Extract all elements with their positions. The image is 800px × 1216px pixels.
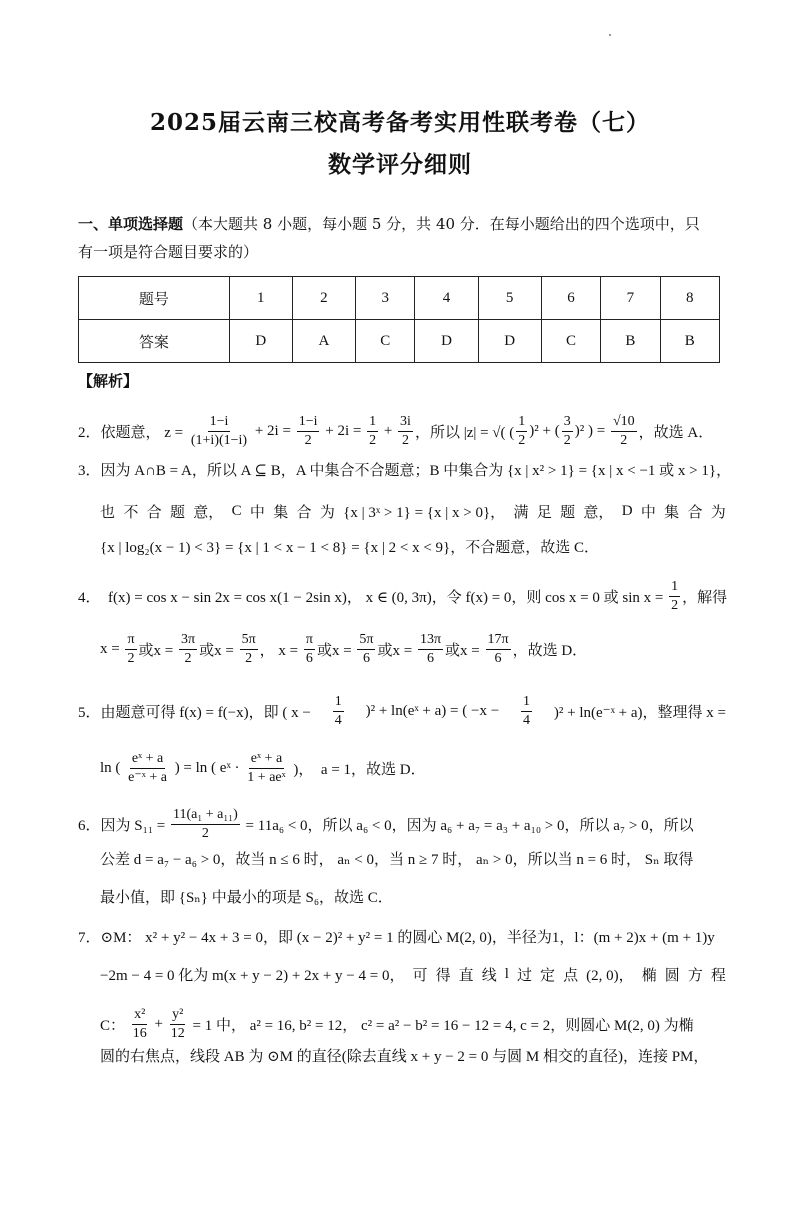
fraction	[398, 413, 413, 450]
text-run: 公差 d = a₇ − a₆ > 0，故当 n ≤ 6 时， aₙ < 0，当 n ≥ 7 时， aₙ > 0，所以当 n = 6 时， Sₙ 取得	[100, 852, 694, 868]
question-number-cell: 3	[356, 277, 415, 320]
question-number-cell: 6	[541, 277, 600, 320]
text-run: 题	[560, 505, 576, 521]
answer-cell: C	[541, 320, 600, 363]
text-run: + 2i =	[321, 423, 366, 439]
question-number-cell: 4	[415, 277, 478, 320]
numerator: 11(a₁ + a₁₁)	[171, 806, 240, 825]
denominator: 6	[426, 651, 434, 666]
text-run: l	[504, 966, 509, 982]
analysis-label: 【解析】	[78, 372, 139, 390]
text-run: 题	[169, 505, 185, 521]
question-number-cell: 2	[292, 277, 355, 320]
answer-cell: D	[478, 320, 541, 363]
text-run: 意，	[583, 505, 614, 521]
numerator: y²	[170, 1006, 185, 1025]
numerator: 1	[516, 413, 527, 432]
text-run: 圆	[664, 968, 680, 984]
section-heading	[78, 210, 728, 266]
text-run: 为	[710, 505, 726, 521]
numerator: 1	[521, 693, 532, 712]
text-run: {x | 3ˣ > 1} = {x | x > 0}，	[343, 505, 506, 521]
denominator: 6	[305, 651, 313, 666]
numerator: 1−i	[297, 413, 320, 432]
fraction	[418, 631, 443, 668]
text-run: 或x =	[316, 643, 356, 659]
solution-line	[100, 1045, 726, 1066]
text-run: x =	[100, 641, 124, 657]
solution-line	[100, 536, 726, 557]
text-run: 集	[664, 505, 680, 521]
text-run: 最小值，即 {Sₙ} 中最小的项是 S₆，故选 C．	[100, 890, 393, 906]
text-run: −2m − 4 = 0 化为 m(x + y − 2) + 2x + y − 4 = 0，	[100, 968, 405, 984]
text-run: 意，	[193, 505, 224, 521]
numerator: x²	[132, 1006, 147, 1025]
denominator: 2	[245, 651, 253, 666]
text-run: 得	[435, 968, 451, 984]
text-run: 3．因为 A∩B = A，所以 A ⊆ B，A 中集合不合题意；B 中集合为 {x | x² > 1} = {x | x < −1 或 x > 1}，	[78, 463, 732, 479]
text-run: 可	[412, 968, 428, 984]
answer-table	[78, 276, 720, 363]
fraction	[240, 631, 258, 668]
text-run: 为	[319, 505, 335, 521]
table-row-numbers	[79, 277, 720, 320]
numerator: 1	[367, 413, 378, 432]
fraction	[297, 413, 320, 450]
solution-line	[78, 413, 726, 450]
denominator: 12	[170, 1026, 185, 1041]
text-run: 合	[296, 505, 312, 521]
text-run: 4． f(x) = cos x − sin 2x = cos x(1 − 2sin x)， x ∈ (0, 3π)，令 f(x) = 0，则 cos x = 0 或 sin x =	[78, 590, 668, 606]
text-run: 合	[146, 505, 162, 521]
answer-cell: C	[356, 320, 415, 363]
text-run: )² ) =	[574, 423, 609, 439]
fraction	[357, 631, 375, 668]
text-run: ，故选 D．	[512, 643, 588, 659]
text-run: 中	[249, 505, 265, 521]
solution-line	[78, 806, 726, 843]
text-run: 方	[687, 968, 703, 984]
fraction	[669, 578, 680, 615]
fraction	[171, 806, 240, 843]
solution-line	[78, 693, 726, 730]
numerator: 3i	[398, 413, 413, 432]
text-run: 不	[123, 505, 139, 521]
fraction	[179, 631, 197, 668]
text-run: 过	[516, 968, 532, 984]
denominator: 2	[201, 826, 209, 841]
text-run: 或x =	[138, 643, 178, 659]
text-run: 5．由题意可得 f(x) = f(−x)，即 ( x −	[78, 705, 315, 721]
row-header: 答案	[79, 320, 230, 363]
numerator: 3	[562, 413, 573, 432]
numerator: eˣ + a	[249, 750, 284, 769]
text-run: 2．依题意， z =	[78, 425, 187, 441]
fraction	[562, 413, 573, 450]
numerator: 17π	[486, 631, 511, 650]
denominator: 6	[362, 651, 370, 666]
fraction	[126, 750, 169, 787]
numerator: 5π	[357, 631, 375, 650]
text-run: ，解得	[682, 590, 728, 606]
solution-line	[100, 886, 726, 907]
question-number-cell: 5	[478, 277, 541, 320]
denominator: 4	[334, 713, 342, 728]
row-header: 题号	[79, 277, 230, 320]
solution-line	[100, 848, 726, 869]
denominator: 1 + aeˣ	[247, 770, 286, 785]
denominator: 2	[671, 598, 679, 613]
text-run: ，所以 |z| = √( (	[414, 425, 515, 441]
text-run: )² + (	[529, 423, 560, 439]
text-run: 7．⊙M： x² + y² − 4x + 3 = 0，即 (x − 2)² + y² = 1 的圆心 M(2, 0)，半径为1，l：(m + 2)x + (m + 1)y	[78, 930, 715, 946]
denominator: 2	[620, 433, 628, 448]
fraction	[125, 631, 136, 668]
solution-line	[78, 578, 726, 615]
text-run: 线	[481, 968, 497, 984]
numerator: 1	[669, 578, 680, 597]
text-run: )² + ln(eˣ + a) = ( −x −	[361, 703, 503, 719]
text-run: 圆的右焦点，线段 AB 为 ⊙M 的直径(除去直线 x + y − 2 = 0 与圆 M 相交的直径)，连接 PM，	[100, 1049, 709, 1065]
denominator: 2	[563, 433, 571, 448]
text-run: 或x =	[199, 643, 238, 659]
text-run: 直	[458, 968, 474, 984]
fraction	[611, 413, 637, 450]
text-run: 也	[100, 505, 116, 521]
text-run: {x | log₂(x − 1) < 3} = {x | 1 < x − 1 < 8} = {x | 2 < x < 9}，不合题意，故选 C．	[100, 540, 599, 556]
text-run: D	[621, 503, 633, 519]
fraction	[131, 1006, 149, 1043]
numerator: 13π	[418, 631, 443, 650]
fraction	[304, 631, 315, 668]
answer-cell: D	[229, 320, 292, 363]
fraction	[245, 750, 287, 787]
text-run: 或x =	[445, 643, 484, 659]
solution-line	[78, 459, 732, 480]
text-run: (2, 0)，	[586, 968, 634, 984]
text-run: ) = ln ( eˣ ·	[170, 760, 244, 776]
section-desc-2: 有一项是符合题目要求的）	[78, 243, 259, 261]
text-run: 合	[687, 505, 703, 521]
numerator: 3π	[179, 631, 197, 650]
fraction	[486, 631, 511, 668]
question-number-cell: 8	[660, 277, 719, 320]
fraction	[521, 693, 532, 730]
text-run: ln (	[100, 760, 125, 776]
fraction	[367, 413, 378, 450]
answer-cell: B	[601, 320, 660, 363]
text-run: = 11a₆ < 0，所以 a₆ < 0，因为 a₆ + a₇ = a₃ + a₁₀ > 0，所以 a₇ > 0，所以	[241, 818, 694, 834]
fraction	[169, 1006, 187, 1043]
text-run: 中	[640, 505, 656, 521]
text-run: 集	[273, 505, 289, 521]
solution-line	[100, 1006, 726, 1043]
denominator: 2	[369, 433, 377, 448]
text-run: 6．因为 S₁₁ =	[78, 818, 170, 834]
answer-cell: D	[415, 320, 478, 363]
fraction	[516, 413, 527, 450]
fraction	[333, 693, 344, 730]
numerator: √10	[611, 413, 637, 432]
text-run: = 1 中， a² = 16, b² = 12， c² = a² − b² = 16 − 12 = 4, c = 2，则圆心 M(2, 0) 为椭	[188, 1018, 694, 1034]
solution-line	[100, 631, 726, 668]
solution-line	[100, 501, 726, 522]
denominator: (1+i)(1−i)	[190, 433, 248, 448]
numerator: π	[125, 631, 136, 650]
text-run: 足	[536, 505, 552, 521]
denominator: 2	[401, 433, 409, 448]
text-run: )² + ln(e⁻ˣ + a)，整理得 x =	[550, 705, 726, 721]
text-run: 点	[563, 968, 579, 984]
text-run: ， x =	[259, 643, 302, 659]
solution-line	[100, 964, 726, 985]
question-number-cell: 7	[601, 277, 660, 320]
text-run: 定	[540, 968, 556, 984]
denominator: 4	[523, 713, 531, 728]
numerator: π	[304, 631, 315, 650]
answer-cell: B	[660, 320, 719, 363]
speck	[609, 34, 611, 36]
text-run: +	[380, 423, 397, 439]
text-run: 程	[710, 968, 726, 984]
document-title: 2025届云南三校高考备考实用性联考卷（七）	[149, 109, 650, 136]
text-run: +	[150, 1016, 167, 1032]
numerator: 1	[333, 693, 344, 712]
denominator: 16	[132, 1026, 147, 1041]
denominator: 2	[127, 651, 135, 666]
text-run: + 2i =	[251, 423, 295, 439]
question-number-cell: 1	[229, 277, 292, 320]
text-run: C	[231, 503, 242, 519]
denominator: 2	[518, 433, 526, 448]
denominator: 2	[304, 433, 312, 448]
text-run: 满	[513, 505, 529, 521]
numerator: eˣ + a	[130, 750, 165, 769]
denominator: 6	[494, 651, 502, 666]
section-title: 一、单项选择题	[78, 215, 184, 233]
denominator: 2	[184, 651, 192, 666]
numerator: 1−i	[208, 413, 231, 432]
document-subtitle: 数学评分细则	[328, 151, 472, 178]
text-run: C：	[100, 1018, 129, 1034]
answer-cell: A	[292, 320, 355, 363]
solution-line	[100, 750, 726, 787]
solution-line	[78, 926, 726, 947]
numerator: 5π	[240, 631, 258, 650]
table-row-answers	[79, 320, 720, 363]
fraction	[189, 413, 249, 450]
text-run: )， a = 1，故选 D．	[289, 762, 426, 778]
text-run: 或x =	[377, 643, 416, 659]
text-run: 椭	[641, 968, 657, 984]
denominator: e⁻ˣ + a	[128, 770, 167, 785]
section-desc: （本大题共 8 小题，每小题 5 分，共 40 分．在每小题给出的四个选项中，只	[183, 215, 700, 233]
text-run: ，故选 A．	[638, 425, 714, 441]
